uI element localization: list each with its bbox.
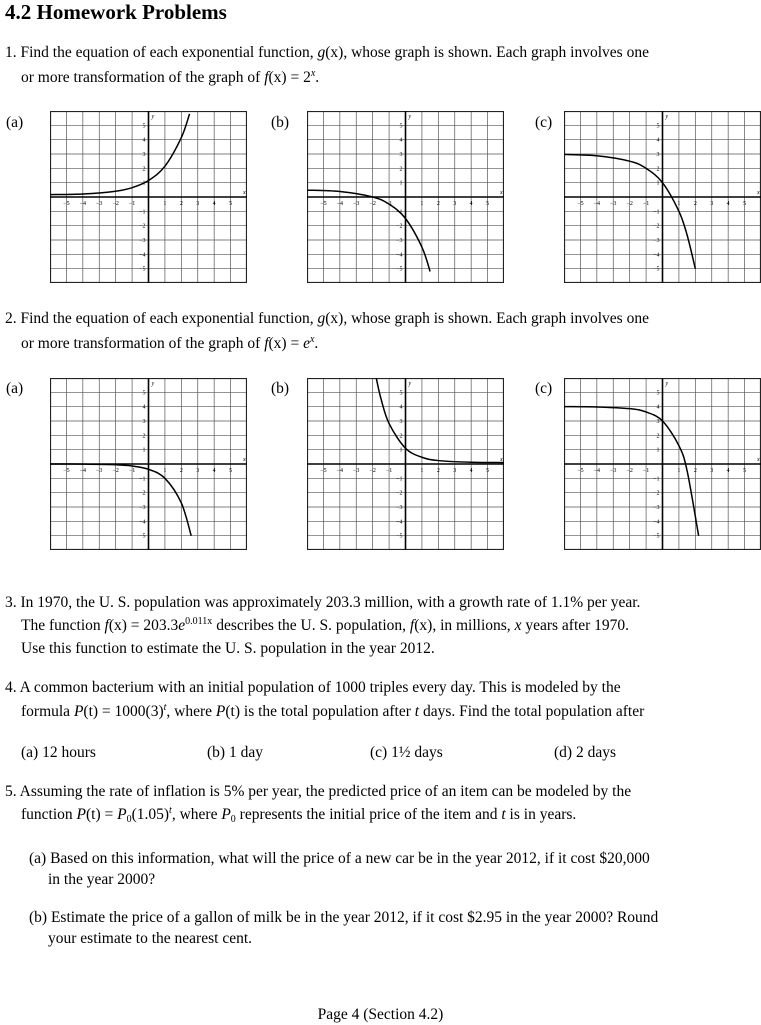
problem-1-line-2 bbox=[21, 68, 319, 88]
x-tick-label: 1 bbox=[163, 201, 167, 207]
x-tick-label: 4 bbox=[726, 468, 730, 474]
graph-2a-label: (a) bbox=[6, 380, 24, 397]
text: is in years. bbox=[505, 806, 577, 823]
y-tick-label: 4 bbox=[142, 404, 146, 411]
y-tick-label: −2 bbox=[653, 223, 660, 230]
x-tick-label: 3 bbox=[453, 201, 457, 207]
x-tick-label: 4 bbox=[212, 468, 216, 474]
P0-symbol: P bbox=[117, 806, 127, 823]
y-tick-label: 2 bbox=[399, 433, 403, 440]
x-tick-label: −4 bbox=[336, 468, 344, 474]
graph-2c bbox=[564, 378, 761, 550]
problem-4-text: A common bacterium with an initial population of 1000 triples every day. This is modeled by the bbox=[19, 679, 621, 696]
y-tick-label: 5 bbox=[142, 123, 146, 130]
x-variable: x bbox=[514, 617, 522, 634]
problem-3-text: In 1970, the U. S. population was approximately 203.3 million, with a growth rate of 1.1% per year. bbox=[20, 594, 641, 611]
f-symbol: f bbox=[264, 335, 269, 352]
y-axis-label: y bbox=[408, 381, 412, 387]
y-tick-label: 2 bbox=[399, 166, 403, 173]
f-definition: (x) = bbox=[268, 335, 304, 352]
text: (1.05) bbox=[131, 806, 170, 823]
graph-2b bbox=[307, 378, 504, 550]
problem-5-number: 5. bbox=[5, 783, 17, 800]
graph-1c-label: (c) bbox=[535, 114, 553, 131]
y-tick-label: −1 bbox=[139, 476, 146, 483]
y-tick-label: 3 bbox=[656, 152, 660, 158]
f-definition: (x) = 2 bbox=[268, 69, 311, 86]
problem-4-line-2 bbox=[21, 702, 644, 722]
population-function: (x) = 203.3 bbox=[108, 617, 179, 634]
y-tick-label: −5 bbox=[653, 266, 660, 273]
x-axis-label: x bbox=[757, 190, 760, 196]
x-tick-label: 5 bbox=[229, 468, 233, 474]
x-axis-label: x bbox=[500, 457, 503, 463]
graph-1a-label: (a) bbox=[6, 114, 24, 131]
y-tick-label: 5 bbox=[399, 390, 403, 397]
problem-2-text: Find the equation of each exponential function, bbox=[20, 310, 318, 327]
text: (t) = bbox=[86, 806, 118, 823]
graph-2a bbox=[50, 378, 247, 550]
y-tick-label: −3 bbox=[139, 238, 146, 244]
x-tick-label: −1 bbox=[642, 468, 650, 474]
y-tick-label: −4 bbox=[396, 252, 403, 259]
y-tick-label: −5 bbox=[139, 533, 146, 540]
y-tick-label: 5 bbox=[656, 390, 660, 397]
y-tick-label: 3 bbox=[142, 419, 146, 425]
y-tick-label: 2 bbox=[142, 166, 146, 173]
x-tick-label: 1 bbox=[677, 468, 681, 474]
problem-3-number: 3. bbox=[5, 594, 17, 611]
y-tick-label: −3 bbox=[396, 505, 403, 511]
y-tick-label: 5 bbox=[142, 390, 146, 397]
y-tick-label: −3 bbox=[139, 505, 146, 511]
x-tick-label: 4 bbox=[469, 201, 473, 207]
P-symbol: P bbox=[76, 806, 86, 823]
problem-5a-line-1: (a) Based on this information, what will the price of a new car be in the year 2012, if it cost $20,000 bbox=[29, 850, 650, 867]
x-tick-label: 3 bbox=[710, 201, 714, 207]
problem-3-line-1 bbox=[5, 593, 640, 613]
e-base: e bbox=[303, 335, 310, 352]
f-symbol: f bbox=[104, 617, 109, 634]
f-symbol: f bbox=[264, 69, 269, 86]
y-tick-label: 2 bbox=[142, 433, 146, 440]
choice-c: (c) 1½ days bbox=[370, 744, 443, 761]
y-tick-label: 2 bbox=[656, 166, 660, 173]
x-tick-label: −1 bbox=[128, 468, 136, 474]
problem-4-number: 4. bbox=[5, 679, 17, 696]
text: years after 1970. bbox=[521, 617, 630, 634]
x-tick-label: −1 bbox=[385, 468, 393, 474]
x-tick-label: −5 bbox=[577, 201, 584, 207]
y-tick-label: −5 bbox=[396, 266, 403, 273]
text: The function bbox=[21, 617, 105, 634]
y-tick-label: −2 bbox=[139, 223, 146, 230]
function-curve bbox=[50, 464, 191, 536]
x-tick-label: 4 bbox=[469, 468, 473, 474]
f-exponent: x bbox=[309, 334, 315, 345]
x-tick-label: 5 bbox=[743, 201, 747, 207]
graph-2b-label: (b) bbox=[271, 380, 290, 397]
x-tick-label: −4 bbox=[336, 201, 344, 207]
y-tick-label: 1 bbox=[142, 447, 146, 454]
P-symbol: P bbox=[215, 703, 226, 720]
page-footer: Page 4 (Section 4.2) bbox=[317, 1006, 444, 1023]
y-tick-label: 1 bbox=[142, 180, 146, 187]
y-tick-label: 1 bbox=[399, 180, 403, 187]
problem-5-text: Assuming the rate of inflation is 5% per year, the predicted price of an item can be modeled by the bbox=[19, 783, 632, 800]
y-axis-label: y bbox=[665, 114, 669, 120]
x-tick-label: −5 bbox=[320, 201, 327, 207]
t-variable: t bbox=[414, 703, 420, 720]
x-tick-label: 3 bbox=[710, 468, 714, 474]
x-tick-label: −4 bbox=[593, 201, 601, 207]
problem-3-line-2 bbox=[21, 616, 629, 636]
x-tick-label: −5 bbox=[63, 468, 70, 474]
x-tick-label: 4 bbox=[212, 201, 216, 207]
y-tick-label: −2 bbox=[396, 490, 403, 497]
problem-5-line-2 bbox=[21, 805, 576, 825]
g-arg: (x) bbox=[325, 44, 344, 61]
y-tick-label: 3 bbox=[399, 419, 403, 425]
x-tick-label: 3 bbox=[196, 468, 200, 474]
y-tick-label: 3 bbox=[656, 419, 660, 425]
x-axis-label: x bbox=[757, 457, 760, 463]
problem-5b-line-1: (b) Estimate the price of a gallon of milk be in the year 2012, if it cost $2.95 in the year 2000? Round bbox=[29, 909, 659, 926]
x-tick-label: −5 bbox=[63, 201, 70, 207]
x-tick-label: −3 bbox=[96, 201, 103, 207]
x-tick-label: 1 bbox=[420, 468, 424, 474]
text: , where bbox=[166, 703, 216, 720]
problem-2-text-2: or more transformation of the graph of bbox=[21, 335, 265, 352]
graph-1b bbox=[307, 111, 504, 283]
y-tick-label: 4 bbox=[656, 404, 660, 411]
y-axis-label: y bbox=[151, 381, 155, 387]
problem-1-text-2: or more transformation of the graph of bbox=[21, 69, 265, 86]
graph-1a bbox=[50, 111, 247, 283]
y-tick-label: −3 bbox=[653, 238, 660, 244]
x-tick-label: −3 bbox=[610, 201, 617, 207]
t-exponent: t bbox=[169, 805, 172, 816]
y-tick-label: 1 bbox=[656, 180, 660, 187]
problem-1-text: Find the equation of each exponential function, bbox=[20, 44, 318, 61]
x-tick-label: −2 bbox=[369, 468, 376, 474]
text: , in millions, bbox=[432, 617, 515, 634]
y-tick-label: −1 bbox=[653, 209, 660, 216]
x-tick-label: 1 bbox=[163, 468, 167, 474]
y-tick-label: 4 bbox=[656, 137, 660, 144]
graph-1c bbox=[564, 111, 761, 283]
sub: 0 bbox=[126, 814, 132, 825]
x-tick-label: 5 bbox=[486, 468, 490, 474]
y-tick-label: −4 bbox=[653, 252, 660, 259]
y-tick-label: −3 bbox=[396, 238, 403, 244]
x-tick-label: −4 bbox=[593, 468, 601, 474]
y-tick-label: −1 bbox=[653, 476, 660, 483]
x-axis-label: x bbox=[500, 190, 503, 196]
text: is the total population after bbox=[240, 703, 415, 720]
problem-2-line-1 bbox=[5, 309, 649, 329]
problem-5-line-1 bbox=[5, 782, 631, 802]
x-tick-label: 2 bbox=[436, 468, 440, 474]
x-tick-label: 5 bbox=[743, 468, 747, 474]
choice-b: (b) 1 day bbox=[207, 744, 263, 761]
problem-5a-line-2: in the year 2000? bbox=[48, 871, 156, 888]
x-tick-label: 5 bbox=[229, 201, 233, 207]
problem-2-number: 2. bbox=[5, 310, 17, 327]
text: function bbox=[21, 806, 77, 823]
graph-2c-label: (c) bbox=[535, 380, 553, 397]
g-arg: (x) bbox=[325, 310, 344, 327]
f-exponent: x bbox=[310, 68, 316, 79]
problem-1-text-end: , whose graph is shown. Each graph involves one bbox=[343, 44, 649, 61]
y-tick-label: 5 bbox=[656, 123, 660, 130]
y-axis-label: y bbox=[408, 114, 412, 120]
x-tick-label: 1 bbox=[677, 201, 681, 207]
problem-2-text-end: , whose graph is shown. Each graph involves one bbox=[343, 310, 649, 327]
x-tick-label: 3 bbox=[196, 201, 200, 207]
x-tick-label: 2 bbox=[436, 201, 440, 207]
x-tick-label: −2 bbox=[112, 201, 119, 207]
x-tick-label: −1 bbox=[642, 201, 650, 207]
problem-5b-line-2: your estimate to the nearest cent. bbox=[48, 930, 253, 947]
x-tick-label: −1 bbox=[128, 201, 136, 207]
graph-1b-label: (b) bbox=[271, 114, 290, 131]
x-tick-label: −2 bbox=[369, 201, 376, 207]
x-tick-label: −4 bbox=[79, 201, 87, 207]
g-symbol: g bbox=[317, 44, 326, 61]
page-title: 4.2 Homework Problems bbox=[5, 0, 227, 24]
x-tick-label: 3 bbox=[453, 468, 457, 474]
period: . bbox=[315, 69, 320, 86]
y-tick-label: −1 bbox=[396, 476, 403, 483]
x-axis-label: x bbox=[243, 457, 246, 463]
x-tick-label: −2 bbox=[112, 468, 119, 474]
sub: 0 bbox=[230, 814, 236, 825]
text: describes the U. S. population, bbox=[212, 617, 410, 634]
y-tick-label: 4 bbox=[399, 137, 403, 144]
y-tick-label: −5 bbox=[396, 533, 403, 540]
y-tick-label: −2 bbox=[396, 223, 403, 230]
x-tick-label: 2 bbox=[179, 468, 183, 474]
f-symbol: f bbox=[409, 617, 415, 634]
x-tick-label: −5 bbox=[577, 468, 584, 474]
y-tick-label: −4 bbox=[139, 519, 146, 526]
y-tick-label: −2 bbox=[139, 490, 146, 497]
y-tick-label: −4 bbox=[396, 519, 403, 526]
text: days. Find the total population after bbox=[419, 703, 645, 720]
x-tick-label: 5 bbox=[486, 201, 490, 207]
choice-d: (d) 2 days bbox=[554, 744, 616, 761]
problem-2-line-2 bbox=[21, 334, 318, 354]
P-symbol: P bbox=[73, 703, 84, 720]
y-axis-label: y bbox=[665, 381, 669, 387]
x-tick-label: −5 bbox=[320, 468, 327, 474]
problem-1-number: 1. bbox=[5, 44, 17, 61]
population-exponent: 0.011x bbox=[185, 616, 213, 627]
x-tick-label: 2 bbox=[179, 201, 183, 207]
x-tick-label: −2 bbox=[626, 201, 633, 207]
y-tick-label: 5 bbox=[399, 123, 403, 130]
y-tick-label: −3 bbox=[653, 505, 660, 511]
problem-1-line-1 bbox=[5, 43, 649, 63]
text: (x) bbox=[414, 617, 433, 634]
x-tick-label: 4 bbox=[726, 201, 730, 207]
text: , where bbox=[171, 806, 222, 823]
y-tick-label: −2 bbox=[653, 490, 660, 497]
y-axis-label: y bbox=[151, 114, 155, 120]
problem-4-line-1 bbox=[5, 678, 621, 698]
e-base: e bbox=[178, 617, 186, 634]
bacteria-formula: (t) = 1000(3) bbox=[83, 703, 164, 720]
g-symbol: g bbox=[317, 310, 326, 327]
t-variable: t bbox=[501, 806, 506, 823]
y-tick-label: −1 bbox=[139, 209, 146, 216]
t-exponent: t bbox=[163, 702, 167, 713]
y-tick-label: 2 bbox=[656, 433, 660, 440]
x-tick-label: −2 bbox=[626, 468, 633, 474]
text: represents the initial price of the item and bbox=[235, 806, 502, 823]
x-tick-label: 2 bbox=[693, 468, 697, 474]
x-tick-label: −3 bbox=[610, 468, 617, 474]
problem-3-line-3: Use this function to estimate the U. S. population in the year 2012. bbox=[21, 640, 435, 657]
P0-symbol: P bbox=[221, 806, 231, 823]
x-tick-label: −3 bbox=[96, 468, 103, 474]
x-tick-label: −1 bbox=[385, 201, 393, 207]
text: formula bbox=[21, 703, 74, 720]
y-tick-label: −1 bbox=[396, 209, 403, 216]
x-tick-label: −4 bbox=[79, 468, 87, 474]
y-tick-label: 1 bbox=[399, 447, 403, 454]
y-tick-label: 3 bbox=[142, 152, 146, 158]
x-tick-label: −3 bbox=[353, 201, 360, 207]
y-tick-label: 3 bbox=[399, 152, 403, 158]
text: (t) bbox=[225, 703, 241, 720]
x-axis-label: x bbox=[243, 190, 246, 196]
x-tick-label: 2 bbox=[693, 201, 697, 207]
y-tick-label: −4 bbox=[139, 252, 146, 259]
y-tick-label: −4 bbox=[653, 519, 660, 526]
x-tick-label: −3 bbox=[353, 468, 360, 474]
y-tick-label: −5 bbox=[139, 266, 146, 273]
y-tick-label: 1 bbox=[656, 447, 660, 454]
x-tick-label: 1 bbox=[420, 201, 424, 207]
y-tick-label: 4 bbox=[399, 404, 403, 411]
choice-a: (a) 12 hours bbox=[21, 744, 96, 761]
y-tick-label: −5 bbox=[653, 533, 660, 540]
period: . bbox=[314, 335, 319, 352]
y-tick-label: 4 bbox=[142, 137, 146, 144]
